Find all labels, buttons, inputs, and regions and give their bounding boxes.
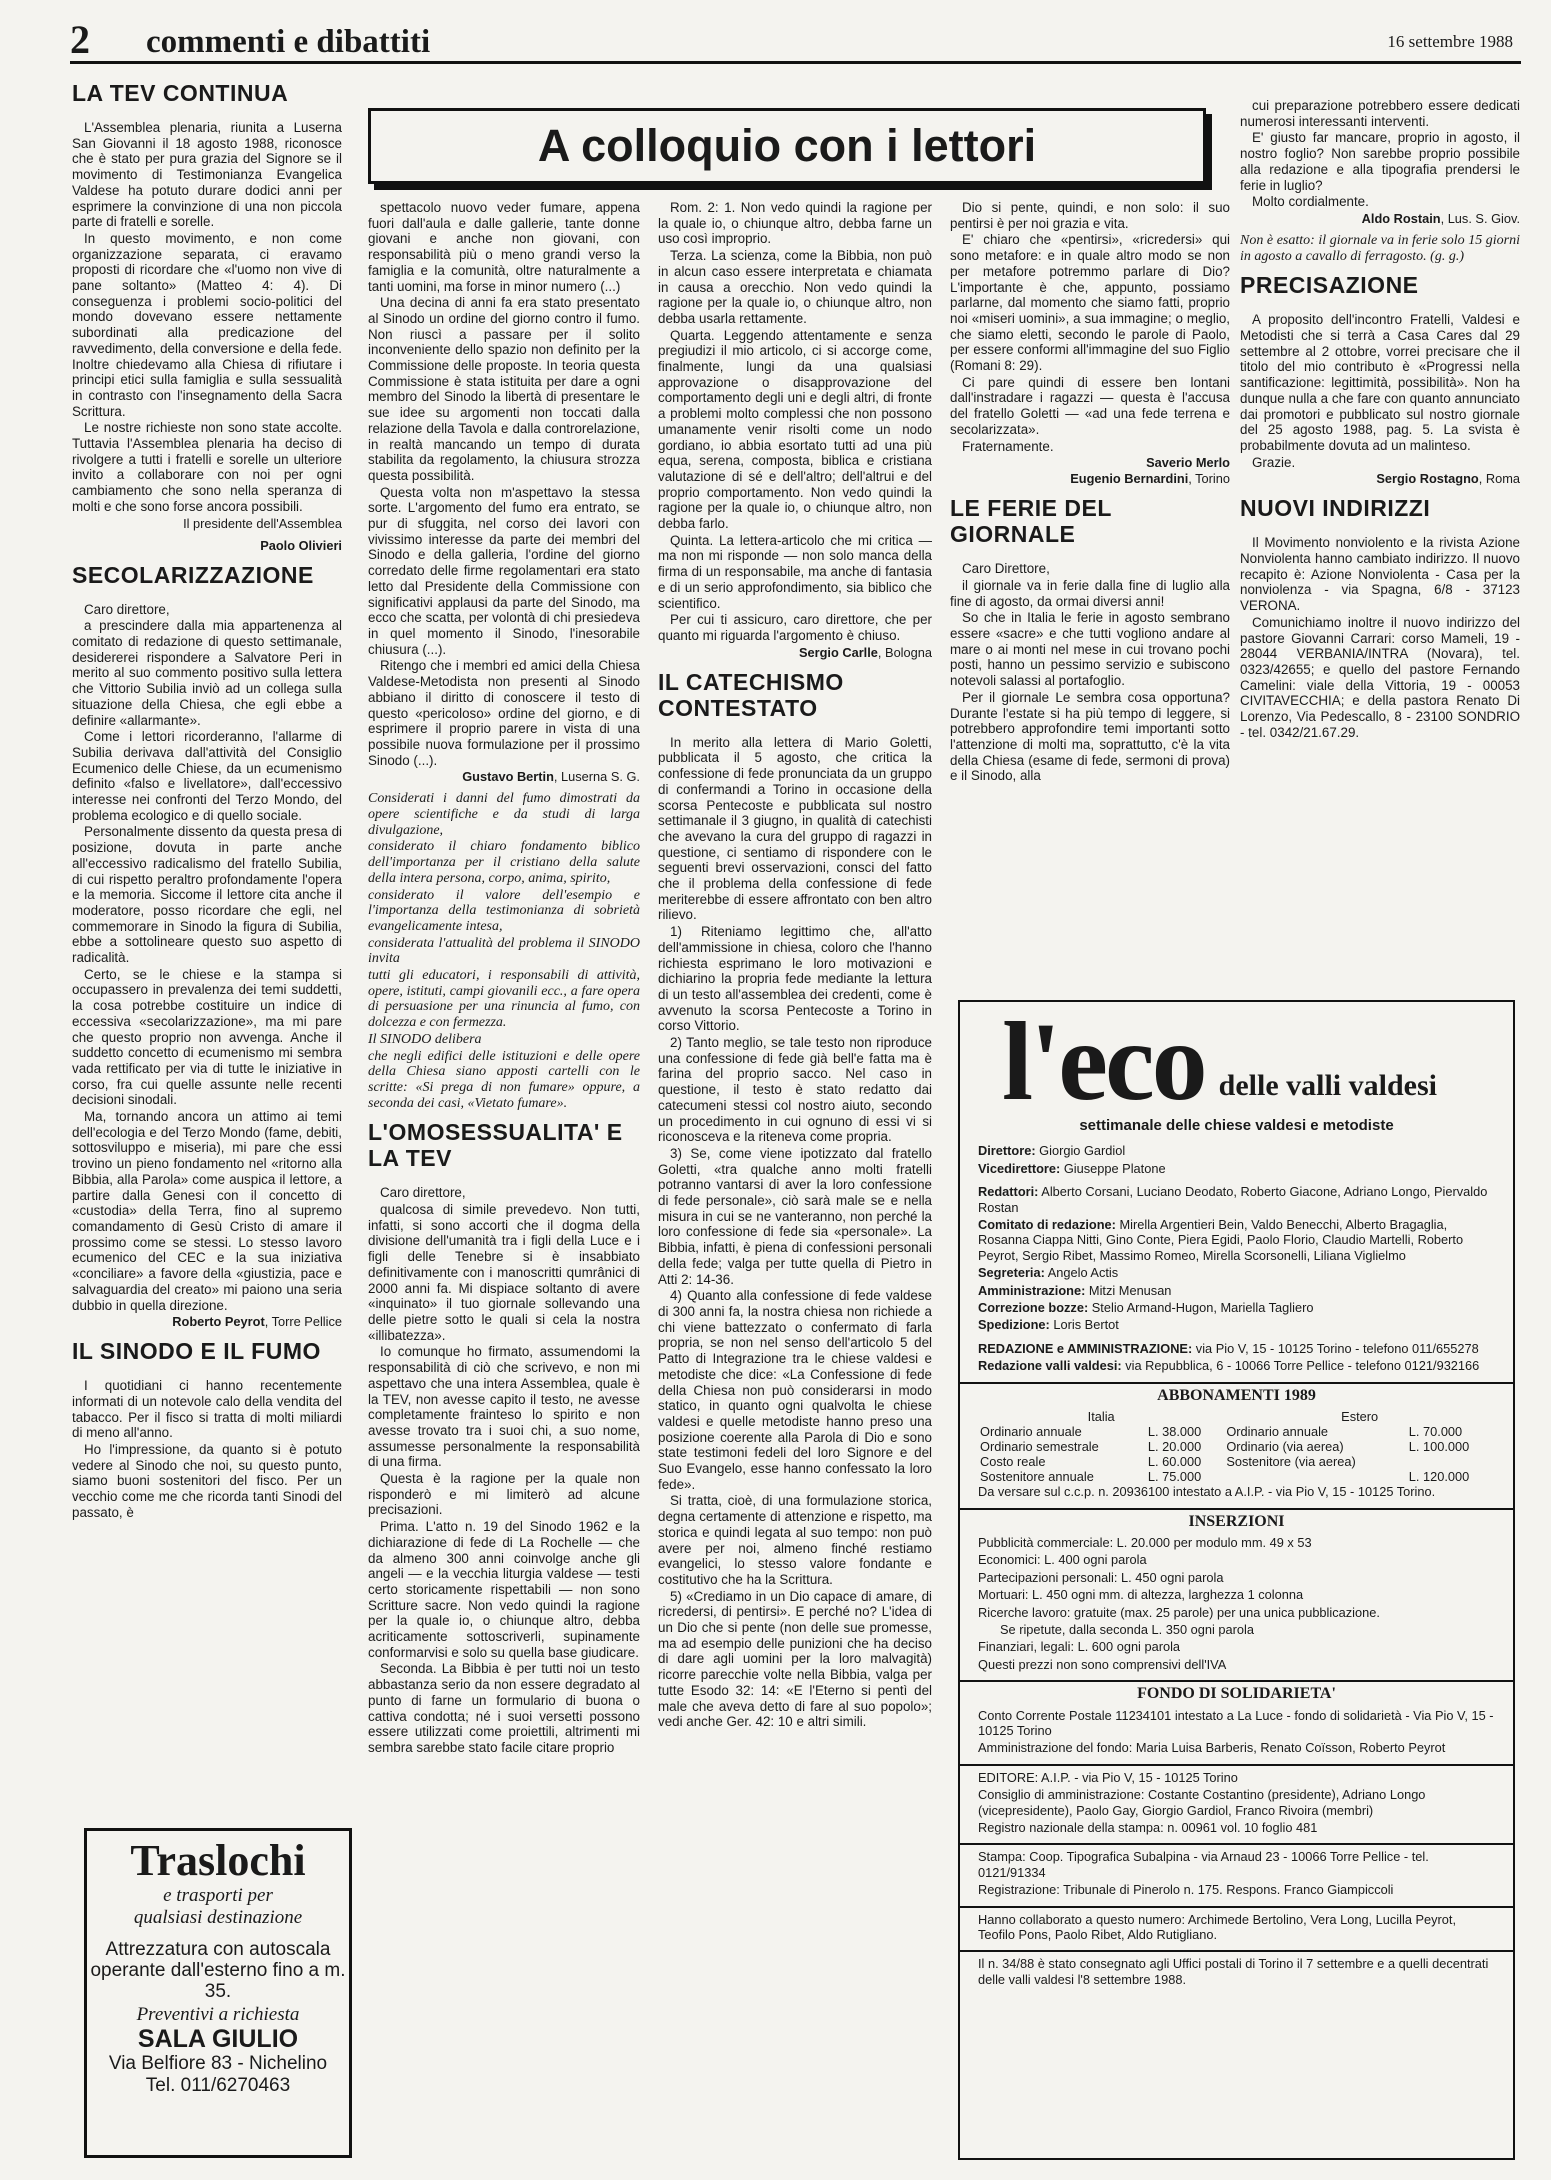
column-2 bbox=[368, 200, 640, 2160]
ad-title: Traslochi bbox=[130, 1836, 306, 1885]
paragraph: Personalmente dissento da questa presa di posizione, dovuta in parte anche all'eccessivo radicalismo del fratello Subilia, di cui rispetto peraltro profondamente l'opera e la memoria. Siccome il lettore cita anche il moderatore, posso ricordare che egli, nel commemorare in Sinodo la figura di Subilia, ebbe a sottolineare questo suo aspetto di radicalità. bbox=[72, 824, 342, 966]
staff-line: Direttore: Giorgio Gardiol bbox=[978, 1143, 1126, 1159]
paragraph: Quinta. La lettera-articolo che mi critica — ma non mi risponde — non solo manca della firma di un responsabile, ma anche di fantasia e di un serio approfondimento, sia biblico che scientifico. bbox=[658, 532, 932, 611]
delivery-note: Il n. 34/88 è stato consegnato agli Uffici postali di Torino il 7 settembre e a quelli decentrati delle valli valdesi l'8 settembre 1988. bbox=[978, 1956, 1489, 1987]
article-title: LE FERIE DEL GIORNALE bbox=[950, 495, 1112, 548]
rate-line: Economici: L. 400 ogni parola bbox=[978, 1552, 1147, 1568]
paragraph: Caro direttore, bbox=[84, 601, 170, 617]
paragraph: cui preparazione potrebbero essere dedicati numerosi interessanti interventi. bbox=[1240, 98, 1520, 129]
signature: Roberto Peyrot, Torre Pellice bbox=[172, 1314, 342, 1330]
paragraph: Per cui ti assicuro, caro direttore, che per quanto mi riguarda l'argomento è chiuso. bbox=[658, 612, 932, 643]
paragraph: Grazie. bbox=[1252, 454, 1296, 470]
paragraph: Il Movimento nonviolento e la rivista Azione Nonviolenta hanno cambiato indirizzo. Il nuovo recapito è: Azione Nonviolenta - Casa per la nonviolenza - via Spagna, 6/8 - 37123 VERONA. bbox=[1240, 535, 1520, 614]
divider bbox=[960, 1508, 1513, 1510]
printer-line: Registrazione: Tribunale di Pinerolo n. 175. Respons. Franco Giampiccoli bbox=[978, 1882, 1394, 1898]
masthead-subtitle: settimanale delle chiese valdesi e metodiste bbox=[1079, 1117, 1394, 1134]
divider bbox=[960, 1764, 1513, 1766]
rate-line: Mortuari: L. 450 ogni mm. di altezza, larghezza 1 colonna bbox=[978, 1587, 1304, 1603]
divider bbox=[960, 1906, 1513, 1908]
ad-company: SALA GIULIO bbox=[137, 2025, 299, 2053]
paragraph: Come i lettori ricorderanno, l'allarme di Subilia derivava dall'attività del Consiglio Ecumenico delle Chiese, da un ecumenismo definito «falso e livellatore», dall'eccessivo interesse nei confronti del Terzo Mondo, del problema ecologico e di quello sociale. bbox=[72, 729, 342, 823]
issue-date: 16 settembre 1988 bbox=[1387, 32, 1513, 51]
printer-line: Stampa: Coop. Tipografica Subalpina - via Arnaud 23 - 10066 Torre Pellice - tel. 0121/91334 bbox=[978, 1849, 1429, 1880]
motion-text: considerato il chiaro fondamento biblico dell'importanza per il cristiano della salute della intera persona, corpo, anima, spirito, bbox=[368, 839, 640, 886]
subscriptions-title: ABBONAMENTI 1989 bbox=[1157, 1386, 1316, 1404]
paragraph: So che in Italia le ferie in agosto sembrano essere «sacre» e che tutti vogliono andare al mare o ai monti nel mese in cui trovano pochi posti, hanno un pessimo servizio e subiscono notevoli salassi al portafoglio. bbox=[950, 610, 1230, 689]
paragraph: 5) «Crediamo in un Dio capace di amare, di ricredersi, di pentirsi». E perché no? L'idea di un Dio che si pente (non delle sue promesse, ma ad esempio delle punizioni che ha deciso di dare agli uomini per la loro malvagità) ricorre parecchie volte nella Bibbia, valga per tutte Esodo 32: 14: «E l'Eterno si pentì del male che aveva detto di fare al suo popolo»; vedi anche Ger. 42: 10 e altri simili. bbox=[658, 1588, 932, 1730]
column-header: Estero bbox=[1341, 1409, 1379, 1425]
rate-line: Finanziari, legali: L. 600 ogni parola bbox=[978, 1639, 1181, 1655]
paragraph: Questa è la ragione per la quale non risponderò e mi limiterò ad alcune precisazioni. bbox=[368, 1471, 640, 1518]
paragraph: Dio si pente, quindi, e non solo: il suo pentirsi è per noi grazia e vita. bbox=[950, 200, 1230, 231]
paragraph: 3) Se, come viene ipotizzato dal fratello Goletti, «tra qualche anno molti fratelli potranno vantarsi di aver la loro confessione di fede personale», ciò sarà male se e nella misura in cui se ne vanteranno, non perché la loro confessione di fede sia «personale». La Bibbia, infatti, è piena di confessioni personali della fede; valga per tutte quella di Pietro in Atti 2: 14-36. bbox=[658, 1145, 932, 1287]
article-title: LA TEV CONTINUA bbox=[72, 80, 289, 106]
paragraph: Io comunque ho firmato, assumendomi la responsabilità di ciò che scrivevo, e non mi aspettavo che una intera Assemblea, quale è la TEV, non avesse capito il testo, ne avesse completamente frainteso lo spirito e non avesse trovato tra i suoi chi, a suo nome, assumesse personalmente la responsabilità di una firma. bbox=[368, 1344, 640, 1470]
motion-text: tutti gli educatori, i responsabili di attività, opere, istituti, campi giovanili ecc., a fare opera di persuasione per una rinuncia al fumo, con dolcezza e con fermezza. bbox=[368, 968, 640, 1031]
table-row: Ordinario semestrale L. 20.000 Ordinario (via aerea) L. 100.000 bbox=[980, 1439, 1470, 1455]
paragraph: Le nostre richieste non sono state accolte. Tuttavia l'Assemblea plenaria ha deciso di rivolgere a tutti i fratelli e sorelle un ulteriore invito a collaborare con noi per ogni cambiamento che sono nella speranza di molti e che sono forse ancora possibili. bbox=[72, 420, 342, 514]
rate-line: Partecipazioni personali: L. 450 ogni parola bbox=[978, 1569, 1224, 1585]
paragraph: Ci pare quindi di essere ben lontani dall'instradare i ragazzi — questa è l'accusa del fratello Goletti — «ad una fede terrena e secolarizzata». bbox=[950, 374, 1230, 437]
paragraph: Caro direttore, bbox=[380, 1185, 466, 1201]
rate-line: Ricerche lavoro: gratuite (max. 25 parole) per una unica pubblicazione. bbox=[978, 1604, 1380, 1620]
rate-line: Se ripetute, dalla seconda L. 350 ogni parola bbox=[1000, 1621, 1254, 1637]
divider bbox=[960, 1680, 1513, 1682]
fund-line: Amministrazione del fondo: Maria Luisa Barberis, Renato Coïsson, Roberto Peyrot bbox=[978, 1740, 1446, 1756]
signature-role: Il presidente dell'Assemblea bbox=[183, 515, 342, 531]
staff-line: Vicedirettore: Giuseppe Platone bbox=[978, 1160, 1166, 1176]
paragraph: Ritengo che i membri ed amici della Chiesa Valdese-Metodista non presenti al Sinodo abbiano il diritto di conoscere il testo di questo «pericoloso» ordine del giorno, e di esprimere il proprio parere in vista di una possibile nuova formulazione per il prossimo Sinodo (...). bbox=[368, 658, 640, 768]
divider bbox=[960, 1950, 1513, 1952]
publisher-line: Registro nazionale della stampa: n. 00961 vol. 10 foglio 481 bbox=[978, 1820, 1318, 1835]
article-title: L'OMOSESSUALITA' E LA TEV bbox=[368, 1119, 623, 1172]
staff-line: Redattori: Alberto Corsani, Luciano Deodato, Roberto Giacone, Adriano Longo, Piervaldo Rostan bbox=[978, 1184, 1488, 1215]
paragraph: 4) Quanto alla confessione di fede valdese di 300 anni fa, la nostra chiesa non richiede a chi viene battezzato o confermato di farla propria, se non nel senso dell'articolo 5 del Patto di Integrazione tra le chiese valdesi e metodiste che dice: «La Confessione di fede della Chiesa non può considerarsi in modo statico, in quanto ogni qualvolta le chiese valdesi e quelle metodiste hanno preso una posizione coerente alla Parola di Dio e sono state testimoni fedeli del loro Signore e del Suo Evangelo, esse hanno confessato la loro fede». bbox=[658, 1288, 932, 1492]
subscriptions-table bbox=[978, 1409, 1495, 1484]
paragraph: L'Assemblea plenaria, riunita a Luserna San Giovanni il 18 agosto 1988, riconosce che è stato per pura grazia del Signore se il movimento di Testimonianza Evangelica Valdese ha potuto durare dodici anni per esprimere la convinzione di una non piccola parte di fratelli e sorelle. bbox=[72, 120, 342, 230]
paragraph: 2) Tanto meglio, se tale testo non riproduce una confessione di fede già bell'e fatta ma è farina del proprio sacco. Nel caso in questione, il testo è stato redatto dai catecumeni stessi col nostro aiuto, secondo un procedimento in cui ognuno di essi vi si riconosceva e la riteneva come propria. bbox=[658, 1035, 932, 1145]
paragraph: Certo, se le chiese e la stampa si occupassero in prevalenza dei temi suddetti, la cosa potrebbe costituire un indice di eccessiva «secolarizzazione», ma mi pare che questo proprio non avvenga. Anche il suddetto concetto di ecumenismo mi sembra vada rettificato per via di tutte le iniziative in corso, fra cui quelle assunte nelle recenti decisioni sinodali. bbox=[72, 966, 342, 1108]
table-row: Costo reale L. 60.000 Sostenitore (via aerea) bbox=[980, 1454, 1356, 1470]
signature: Saverio Merlo bbox=[1146, 455, 1230, 471]
ad-phone: Tel. 011/6270463 bbox=[145, 2075, 291, 2096]
paragraph: Caro Direttore, bbox=[962, 561, 1050, 577]
column-header: Italia bbox=[1087, 1409, 1115, 1425]
logo-main-text: l'eco bbox=[1002, 1000, 1205, 1124]
signature: Sergio Carlle, Bologna bbox=[798, 644, 932, 660]
paragraph: Terza. La scienza, come la Bibbia, non può in alcun caso essere interpretata e chiamata in causa a orecchio. Non vedo quindi la ragione per la quale io, o chiunque altro, non debba usarla rettamente. bbox=[658, 248, 932, 326]
address-line: REDAZIONE e AMMINISTRAZIONE: via Pio V, 15 - 10125 Torino - telefono 011/655278 bbox=[978, 1340, 1479, 1356]
section-banner bbox=[368, 108, 1206, 184]
table-row: Sostenitore annuale L. 75.000 L. 120.000 bbox=[980, 1469, 1470, 1485]
ad-address: Via Belfiore 83 - Nichelino bbox=[108, 2053, 328, 2074]
paragraph: a prescindere dalla mia appartenenza al comitato di redazione di questo settimanale, desidererei rispondere a Salvatore Peri in merito al suo commento positivo sulla lettera che Vittorio Subilia inviò ad un collega sulla situazione della Chiesa, che egli ebbe a definire «allarmante». bbox=[72, 618, 342, 728]
article-title: IL SINODO E IL FUMO bbox=[72, 1338, 321, 1365]
paragraph: Seconda. La Bibbia è per tutti noi un testo abbastanza serio da non essere degradato al punto di farne un formulario di buona o cattiva condotta; né i suoi versetti possono essere utilizzati come proiettili, altrimenti mi sembra sarebbe stato facile citare proprio bbox=[368, 1661, 640, 1755]
ad-line: e trasporti per bbox=[163, 1885, 273, 1906]
rate-line: Pubblicità commerciale: L. 20.000 per modulo mm. 49 x 53 bbox=[978, 1534, 1312, 1550]
paragraph: I quotidiani ci hanno recentemente informati di un notevole calo della vendita del tabacco. Per il fisco si tratta di molti miliardi di meno all'anno. bbox=[72, 1378, 342, 1441]
paragraph: Questa volta non m'aspettavo la stessa sorte. L'argomento del fumo era entrato, se pur di sfuggita, nel corso dei lavori con vivissimo interesse da parte dei membri del Sinodo e della galleria, l'ordine del giorno corredato delle firme regolamentari era stato letto dal Presidente della Commissione con significativi applausi da parte del Sinodo, ma ecco che scatta, per volontà di chi presiedeva in quel momento il Sinodo, l'inesorabile chiusura (...). bbox=[368, 484, 640, 657]
paragraph: Rom. 2: 1. Non vedo quindi la ragione per la quale io, o chiunque altro, debba farne un uso così improprio. bbox=[658, 200, 932, 247]
table-row: Ordinario annuale L. 38.000 Ordinario annuale L. 70.000 bbox=[980, 1424, 1463, 1440]
ad-line: Attrezzatura con autoscala operante dall'esterno fino a m. 35. bbox=[90, 1939, 346, 2002]
signature: Sergio Rostagno, Roma bbox=[1376, 471, 1520, 487]
solidarity-fund-title: FONDO DI SOLIDARIETA' bbox=[1137, 1685, 1336, 1703]
logo-secondary-text: delle valli valdesi bbox=[1218, 1069, 1437, 1102]
paragraph: Per il giornale Le sembra cosa opportuna? Durante l'estate si ha più tempo di leggere, si potrebbero approfondire temi importanti sotto l'attenzione di molti ma, soprattutto, c'è la vita della Chiesa (esame di fede, sermoni di prova) e il Sinodo, alla bbox=[950, 689, 1230, 784]
paragraph: 1) Riteniamo legittimo che, all'atto dell'ammissione in chiesa, coloro che l'hanno richiesta esprimano le loro motivazioni e dichiarino la propria fede mediante la lettura di un testo all'assemblea dei credenti, come è avvenuto la scorsa Pentecoste a Torino in corso Vittorio. bbox=[658, 924, 932, 1034]
newspaper-logo bbox=[978, 1000, 1495, 1124]
publisher-line: Consiglio di amministrazione: Costante Costantino (presidente), Adriano Longo (vicepresidente), Paolo Gay, Giorgio Gardiol, Franco Rivoira (membri) bbox=[978, 1787, 1426, 1818]
banner-title: A colloquio con i lettori bbox=[537, 120, 1037, 171]
staff-line: Correzione bozze: Stelio Armand-Hugon, Mariella Tagliero bbox=[978, 1300, 1314, 1316]
paragraph: Prima. L'atto n. 19 del Sinodo 1962 e la dichiarazione di fede di La Rochelle — che da almeno 300 anni coinvolge anche gli angeli — e la vecchia liturgia valdese — testi certo storicamente rispettabili — non sono Scritture sacre. Non vedo quindi la ragione per la quale io, o chiunque altro, debba acriticamente sottoscriverli, supinamente conformarvisi e solo su quella base giudicare. bbox=[368, 1519, 640, 1660]
paragraph: Comunichiamo inoltre il nuovo indirizzo del pastore Giovanni Carrari: corso Mameli, 19 - 28044 VERBANIA/INTRA (Novara), tel. 0323/42655; e quello del pastore Fernando Camelini: viale della Vittoria, 19 - 00053 CIVITAVECCHIA; e della pastora Renato Di Lorenzo, Via Pedescallo, 8 - 23100 SONDRIO - tel. 0342/21.67.29. bbox=[1240, 614, 1520, 740]
divider bbox=[960, 1382, 1513, 1384]
staff-line: Spedizione: Loris Bertot bbox=[978, 1317, 1119, 1333]
paragraph: Quarta. Leggendo attentamente e senza pregiudizi il mio articolo, ci si accorge come, finalmente, lungi da una qualsiasi approvazione o disapprovazione del comportamento degli uni e degli altri, di fronte a problemi molto complessi che non possono umanamente venir risolti come un nodo gordiano, io abbia esortato tutti ad una più equa, serena, composta, biblica e cristiana valutazione di sé e dell'altro; dell'altrui e del proprio comportamento. Non vedo quindi la ragione per la quale io, o chiunque altro, non debba farlo. bbox=[658, 327, 932, 532]
divider bbox=[960, 1843, 1513, 1845]
signature: Aldo Rostain, Lus. S. Giov. bbox=[1361, 210, 1520, 226]
paragraph: Una decina di anni fa era stato presentato al Sinodo un ordine del giorno contro il fumo. Non riuscì a passare per il solito inconveniente dello spazio non definito per la Commissione delle proposte. In teoria questa Commissione è stata istituita per dare a ogni membro del Sinodo la libertà di presentare le sue idee su argomenti non toccati dalla relazione della Tavola e dalla controrelazione, in realtà mancando un tempo di durata stabilita da regolamento, la chiusura strozza questa possibilità. bbox=[368, 295, 640, 483]
section-title: commenti e dibattiti bbox=[146, 24, 431, 60]
paragraph: In merito alla lettera di Mario Goletti, pubblicata il 5 agosto, che critica la confessione di fede pronunciata da un gruppo di confermandi a Torino in occasione della scorsa Pentecoste e pubblicata sul nostro settimanale il 3 giugno, in qualità di catechisti che avevano la cura del gruppo di ragazzi in questione, ci sentiamo di rispondere con le seguenti brevi osservazioni, consci del fatto che il problema della confessione di fede meriterebbe di essere affrontato con ben altro rilievo. bbox=[658, 734, 932, 923]
paragraph: E' chiaro che «pentirsi», «ricredersi» qui sono metafore: e in quale altro modo se non per metafore potremmo parlare di Dio? L'importante è che, appunto, possiamo parlarne, dal momento che siamo fatti, proprio noi «miseri uomini», a sua immagine; o meglio, che siamo eletti, secondo le parole di Paolo, per essere conformi all'immagine del suo Figlio (Romani 8: 29). bbox=[950, 232, 1230, 374]
motion-text: che negli edifici delle istituzioni e delle opere della Chiesa siano apposti cartelli con le scritte: «Si prega di non fumare» oppure, a seconda dei casi, «Vietato fumare». bbox=[368, 1048, 640, 1111]
rate-line: Questi prezzi non sono comprensivi dell'IVA bbox=[978, 1656, 1227, 1672]
ad-line: qualsiasi destinazione bbox=[133, 1907, 303, 1928]
page-header bbox=[70, 18, 1521, 64]
staff-line: Segreteria: Angelo Actis bbox=[978, 1265, 1119, 1281]
paragraph: Fraternamente. bbox=[962, 438, 1054, 454]
publisher-line: EDITORE: A.I.P. - via Pio V, 15 - 10125 Torino bbox=[978, 1769, 1238, 1785]
table-header-row bbox=[978, 1409, 1495, 1424]
paragraph: Ma, tornando ancora un attimo ai temi dell'ecologia e del Terzo Mondo (fame, debiti, sottosviluppo e miseria), mi pare che essi trovino un pieno fondamento nel «ritorno alla Bibbia, alla Parola» come auspica il lettore, a partire dalla Genesi con il concetto di «custodia» della Terra, fino al supremo comandamento di Gesù Cristo di amare il prossimo come se stessi. Lo stesso lavoro ecumenico del CEC e la sua iniziativa «conciliare» a favore della «giustizia, pace e salvaguardia del creato» mi paiono una seria dubbio in quella direzione. bbox=[72, 1109, 342, 1313]
paragraph: Ho l'impressione, da quanto si è potuto vedere al Sinodo che noi, su questo punto, siamo buoni sostenitori del fisco. Per un vecchio come me che ricorda tanti Sinodi del passato, è bbox=[72, 1442, 342, 1520]
motion-text: considerata l'attualità del problema il SINODO invita bbox=[368, 935, 640, 967]
paragraph: A proposito dell'incontro Fratelli, Valdesi e Metodisti che si terrà a Casa Cares dal 29 settembre al 2 ottobre, vorrei precisare che il titolo del mio contributo è «Progressi nella santificazione: legittimità, possibilità». Non ha dunque nulla a che fare con quanto annunciato dai promotori e pubblicato sul nostro giornale del 25 agosto 1988, pag. 5. La svista è probabilmente dovuta ad un malinteso. bbox=[1240, 312, 1520, 453]
staff-line: Comitato di redazione: Mirella Argentieri Bein, Valdo Benecchi, Alberto Bragaglia, Rosanna Ciappa Nitti, Gino Conte, Piera Egidi, Paolo Florio, Claudio Martelli, Roberto Peyrot, Sergio Ribet, Massimo Romeo, Mirella Scorsonelli, Liliana Viglielmo bbox=[978, 1217, 1464, 1263]
column-5 bbox=[1240, 98, 1520, 986]
article-title: NUOVI INDIRIZZI bbox=[1240, 495, 1431, 522]
contributors-line: Hanno collaborato a questo numero: Archimede Bertolino, Vera Long, Lucilla Peyrot, Teofilo Pons, Paolo Ribet, Aldo Rutigliano. bbox=[978, 1911, 1457, 1943]
signature: Eugenio Bernardini, Torino bbox=[1070, 471, 1230, 487]
paragraph: spettacolo nuovo veder fumare, appena fuori dall'aula e dalle gallerie, tante donne giovani e anche non giovani, con responsabilità più o meno grandi verso la famiglia e la comunità, oltre naturalmente a tanti uomini, ma forse in minor numero (...) bbox=[368, 200, 640, 294]
editor-reply: Non è esatto: il giornale va in ferie solo 15 giorni in agosto a cavallo di ferragosto. (g. g.) bbox=[1240, 232, 1520, 264]
ads-rates-title: INSERZIONI bbox=[1188, 1512, 1285, 1530]
signature: Gustavo Bertin, Luserna S. G. bbox=[462, 769, 640, 785]
advertisement-box bbox=[84, 1828, 352, 2158]
paragraph: Si tratta, cioè, di una formulazione storica, degna certamente di attenzione e rispetto, ma storica e quindi legata al suo tempo: non può avere per noi, almeno finché restiamo evangelici, lo stesso valore fondante e costitutivo che ha la Scrittura. bbox=[658, 1493, 932, 1587]
staff-line: Amministrazione: Mitzi Menusan bbox=[978, 1282, 1172, 1298]
paragraph: E' giusto far mancare, proprio in agosto, il nostro foglio? Non sarebbe proprio possibile alla redazione e alla tipografia prendersi le ferie in luglio? bbox=[1240, 130, 1520, 193]
paragraph: Molto cordialmente. bbox=[1252, 194, 1369, 210]
address-line: Redazione valli valdesi: via Repubblica, 6 - 10066 Torre Pellice - telefono 0121/932166 bbox=[978, 1358, 1480, 1374]
paragraph: qualcosa di simile prevedevo. Non tutti, infatti, si sono accorti che il dogma della divisione dell'umanità tra i figli della Luce e i figli delle Tenebre si è insabbiato definitivamente con i manoscritti qumrânici di 2000 anni fa. Mi dispiace soltanto di avere «inquinato» il tuo giornale sollevando una delle pietre sotto le quali si cela la nostra «illibatezza». bbox=[368, 1202, 640, 1343]
paragraph: il giornale va in ferie dalla fine di luglio alla fine di agosto, da ormai diversi anni! bbox=[950, 577, 1230, 609]
subscriptions-note: Da versare sul c.c.p. n. 20936100 intestato a A.I.P. - via Pio V, 15 - 10125 Torino. bbox=[978, 1484, 1436, 1500]
paragraph: In questo movimento, e non come organizzazione separata, ci eravamo proposti di ricordare che «l'uomo non vive di pane soltanto» (Matteo 4: 4). Di conseguenza i problemi socio-politici del mondo dovevano essere nettamente subordinati alla predicazione del ravvedimento, della conversione e della fede. Inoltre chiedevamo alla Chiesa di rifiutare i principi etici sulla famiglia e sulla sessualità in contrasto con l'insegnamento della Sacra Scrittura. bbox=[72, 230, 342, 419]
column-3 bbox=[658, 200, 932, 2160]
article-title: PRECISAZIONE bbox=[1240, 272, 1419, 299]
signature: Paolo Olivieri bbox=[260, 537, 342, 553]
motion-text: Considerati i danni del fumo dimostrati da opere scientifiche e da studi di larga divulgazione, bbox=[368, 791, 640, 838]
article-title: IL CATECHISMO CONTESTATO bbox=[658, 668, 844, 721]
fund-line: Conto Corrente Postale 11234101 intestato a La Luce - fondo di solidarietà - Via Pio V, 15 - 10125 Torino bbox=[978, 1707, 1494, 1738]
page-number: 2 bbox=[70, 17, 90, 62]
article-title: SECOLARIZZAZIONE bbox=[72, 561, 314, 588]
motion-text: Il SINODO delibera bbox=[368, 1031, 482, 1047]
masthead-box bbox=[958, 1000, 1515, 2160]
ad-line: Preventivi a richiesta bbox=[136, 2004, 300, 2025]
motion-text: considerato il valore dell'esempio e l'importanza della testimonianza di sobrietà evangelicamente intesa, bbox=[368, 887, 640, 934]
